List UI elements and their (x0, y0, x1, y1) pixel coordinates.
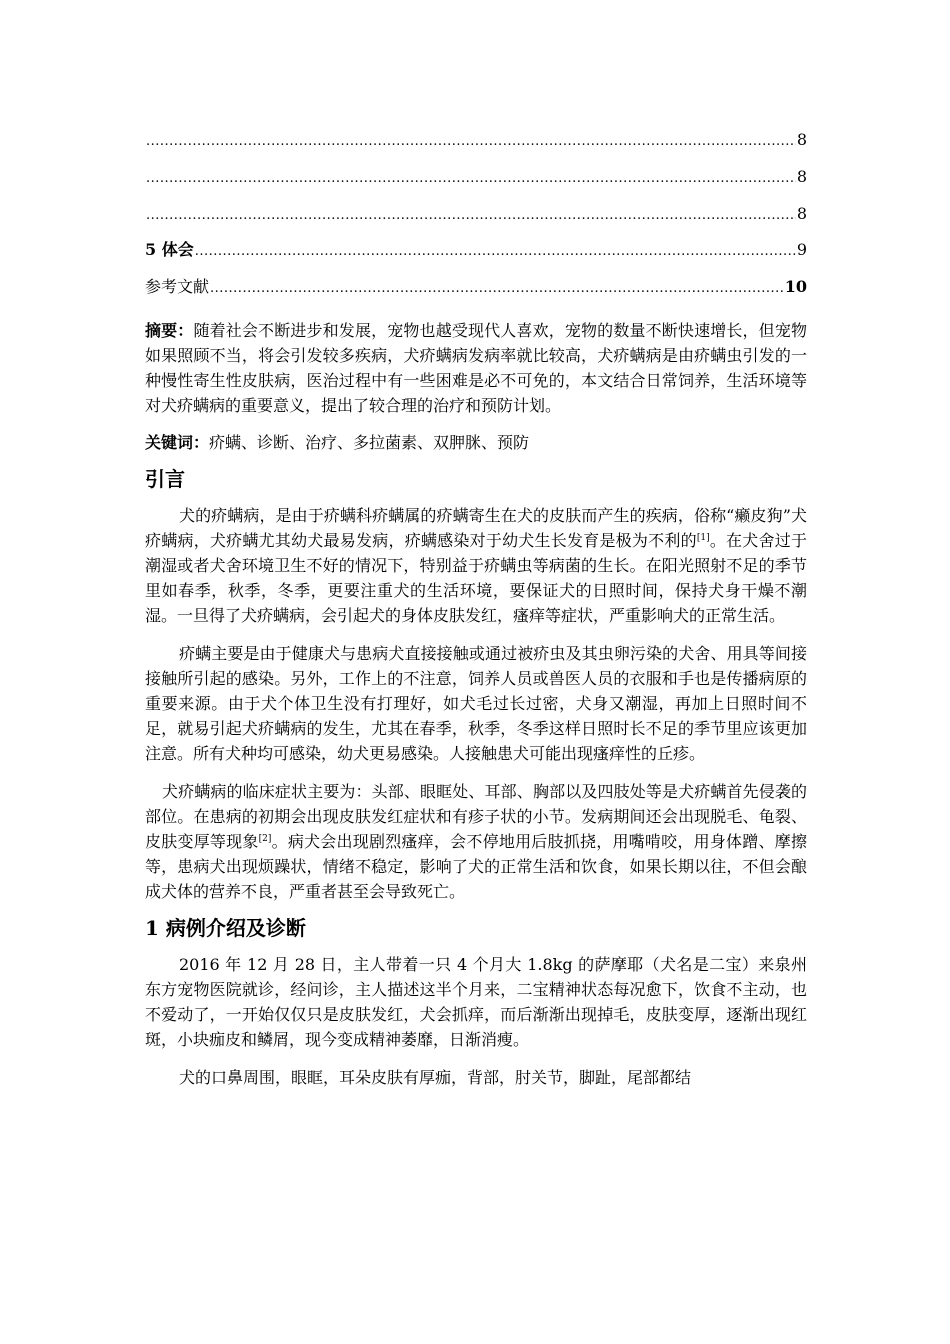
toc-entry[interactable] (145, 194, 807, 231)
toc-entry[interactable] (145, 268, 807, 305)
abstract (145, 318, 807, 418)
toc-entry-page: 10 (784, 277, 807, 296)
citation-ref[interactable]: [2] (258, 834, 272, 844)
toc-entry[interactable] (145, 231, 807, 268)
keywords (145, 430, 807, 455)
toc-entry[interactable] (145, 120, 807, 157)
abstract-label: 摘要： (145, 321, 194, 340)
toc-entry[interactable] (145, 157, 807, 194)
keywords-label: 关键词： (145, 433, 210, 452)
toc-leader-dots (146, 171, 796, 186)
intro-p1-text-b: 。在犬舍过于潮湿或者犬舍环境卫生不好的情况下，特别益于疥螨虫等病菌的生长。在阳光照射不足的季节里如春季，秋季，冬季，更要注重犬的生活环境，要保证犬的日照时间，保持犬身干燥不潮湿。一旦得了犬疥螨病，会引起犬的身体皮肤发红，瘙痒等症状，严重影响犬的正常生活。 (145, 531, 807, 625)
intro-paragraph-2: 疥螨主要是由于健康犬与患病犬直接接触或通过被疥虫及其虫卵污染的犬舍、用具等间接接触所引起的感染。另外，工作上的不注意，饲养人员或兽医人员的衣服和手也是传播病原的重要来源。由于犬个体卫生没有打理好，如犬毛过长过密，犬身又潮湿，再加上日照时间不足，就易引起犬疥螨病的发生，尤其在春季，秋季，冬季这样日照时长不足的季节里应该更加注意。所有犬种均可感染，幼犬更易感染。人接触患犬可能出现瘙痒性的丘疹。 (145, 644, 807, 763)
toc-entry-title: 参考文献 (145, 274, 210, 297)
toc-leader-dots (146, 208, 796, 223)
toc-leader-dots (210, 281, 784, 296)
intro-p3-text-b: 。病犬会出现剧烈瘙痒，会不停地用后肢抓挠，用嘴啃咬，用身体蹭、摩擦等，患病犬出现烦躁状，情绪不稳定，影响了犬的正常生活和饮食，如果长期以往，不但会酿成犬体的营养不良，严重者甚至会导致死亡。 (145, 832, 807, 901)
section-heading-1: 1 病例介绍及诊断 (145, 916, 306, 940)
toc-entry-title: 5 体会 (145, 237, 195, 260)
abstract-text: 随着社会不断进步和发展，宠物也越受现代人喜欢，宠物的数量不断快速增长，但宠物如果照顾不当，将会引发较多疾病，犬疥螨病发病率就比较高，犬疥螨病是由疥螨虫引发的一种慢性寄生性皮肤病，医治过程中有一些困难是必不可免的，本文结合日常饲养，生活环境等对犬疥螨病的重要意义，提出了较合理的治疗和预防计划。 (145, 321, 807, 415)
toc-entry-page: 8 (796, 130, 807, 149)
toc-entry-page: 8 (796, 204, 807, 223)
section-heading-intro: 引言 (145, 467, 185, 491)
toc-leader-dots (195, 244, 796, 259)
intro-p3-text-a: 犬疥螨病的临床症状主要为：头部、眼眶处、耳部、胸部以及四肢处等是犬疥螨首先侵袭的部位。在患病的初期会出现皮肤发红症状和有疹子状的小节。发病期间还会出现脱毛、龟裂、皮肤变厚等现象 (145, 782, 807, 851)
citation-ref[interactable]: [1] (696, 533, 710, 543)
intro-p1-text-a: 犬的疥螨病，是由于疥螨科疥螨属的疥螨寄生在犬的皮肤而产生的疾病，俗称“癞皮狗”犬疥螨病，犬疥螨尤其幼犬最易发病，疥螨感染对于幼犬生长发育是极为不利的 (145, 506, 807, 550)
section1-paragraph-2: 犬的口鼻周围，眼眶，耳朵皮肤有厚痂，背部，肘关节，脚趾，尾部都结 (179, 1068, 692, 1087)
section1-paragraph-1: 2016 年 12 月 28 日，主人带着一只 4 个月大 1.8kg 的萨摩耶（犬名是二宝）来泉州东方宠物医院就诊，经问诊，主人描述这半个月来，二宝精神状态每况愈下，饮食不主动，也不爱动了，一开始仅仅只是皮肤发红，犬会抓痒，而后渐渐出现掉毛，皮肤变厚，逐渐出现红斑，小块痂皮和鳞屑，现今变成精神萎靡，日渐消瘦。 (145, 955, 807, 1049)
intro-paragraph-3 (145, 779, 807, 904)
keywords-text: 疥螨、诊断、治疗、多拉菌素、双胛脒、预防 (209, 433, 530, 452)
toc-leader-dots (146, 134, 796, 149)
document-page (145, 120, 807, 1090)
intro-paragraph-1 (145, 503, 807, 628)
toc-entry-page: 8 (796, 167, 807, 186)
table-of-contents (145, 120, 807, 305)
toc-entry-page: 9 (796, 240, 807, 259)
